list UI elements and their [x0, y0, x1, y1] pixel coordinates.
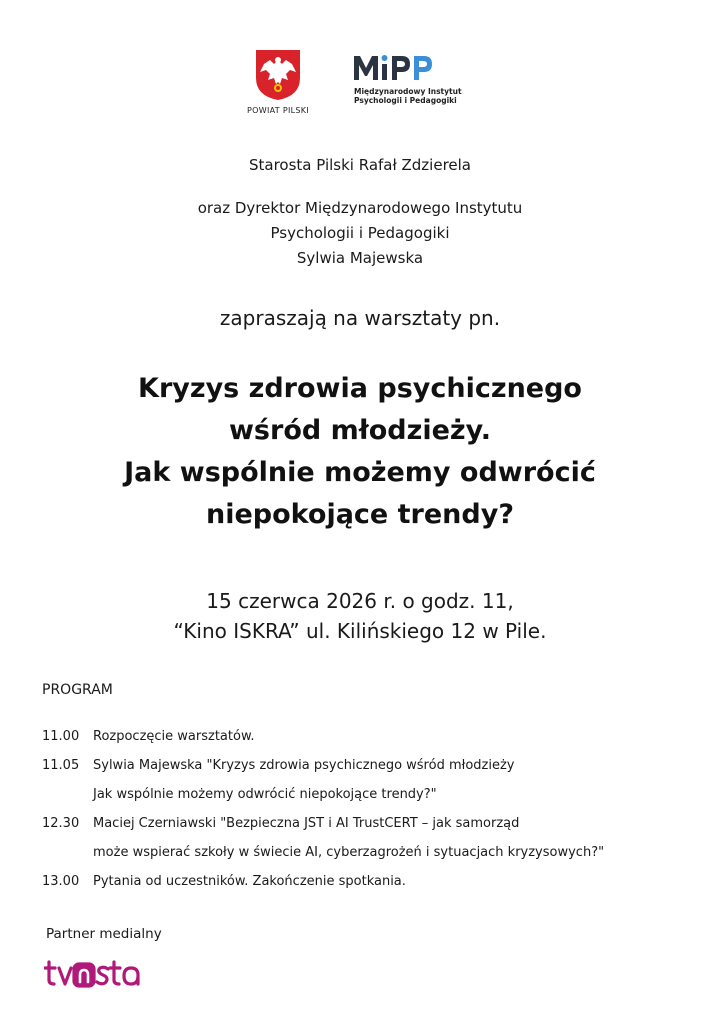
title-line: Jak wspólnie możemy odwrócić [124, 457, 596, 488]
program-text: Pytania od uczestników. Zakończenie spotkania. [93, 874, 406, 889]
host-starosta: Starosta Pilski Rafał Zdzierela [248, 156, 472, 174]
workshop-title [0, 368, 720, 536]
title-line: niepokojące trendy? [206, 499, 514, 530]
host-line: Psychologii i Pedagogiki [270, 224, 450, 242]
program-text: Maciej Czerniawski "Bezpieczna JST i AI TrustCERT – jak samorząd [93, 816, 520, 831]
logo-bar [0, 44, 720, 124]
institute-name-line: Międzynarodowy Instytut [354, 87, 462, 96]
institute-name-line: Psychologii i Pedagogiki [354, 96, 457, 105]
media-partner-label: Partner medialny [46, 926, 162, 942]
program-time: 12.30 [42, 816, 80, 831]
institute-name [354, 87, 472, 105]
event-venue: “Kino ISKRA” ul. Kilińskiego 12 w Pile. [173, 619, 547, 643]
program-item [42, 722, 702, 751]
event-date-time: 15 czerwca 2026 r. o godz. 11, [206, 589, 514, 613]
program-item [42, 867, 702, 896]
program-time: 11.05 [42, 758, 80, 773]
program-list [42, 722, 702, 896]
mipp-logo-icon [352, 52, 436, 82]
host-line: oraz Dyrektor Międzynarodowego Instytutu [197, 199, 523, 217]
tvasta-logo-icon [44, 956, 140, 990]
event-details [0, 586, 720, 646]
county-logo [246, 48, 310, 115]
program-item [42, 751, 702, 780]
coat-of-arms-icon [254, 48, 302, 102]
title-line: wśród młodzieży. [228, 415, 491, 446]
program-item [42, 809, 702, 838]
media-partner-logo [44, 956, 140, 994]
county-logo-caption: POWIAT PILSKI [247, 106, 309, 115]
program-text: Rozpoczęcie warsztatów. [93, 729, 255, 744]
institute-logo [352, 52, 472, 105]
program-heading: PROGRAM [42, 682, 113, 698]
program-text: Sylwia Majewska "Kryzys zdrowia psychicznego wśród młodzieży [93, 758, 515, 773]
host-line: Sylwia Majewska [296, 249, 424, 267]
program-time: 13.00 [42, 874, 80, 889]
program-item-continuation: Jak wspólnie możemy odwrócić niepokojące trendy?" [93, 787, 437, 802]
title-line: Kryzys zdrowia psychicznego [138, 373, 582, 404]
program-time: 11.00 [42, 729, 80, 744]
invitation-text: zapraszają na warsztaty pn. [219, 306, 501, 330]
host-director [0, 196, 720, 271]
program-item-continuation: może wspierać szkoły w świecie AI, cyberzagrożeń i sytuacjach kryzysowych?" [93, 845, 605, 860]
